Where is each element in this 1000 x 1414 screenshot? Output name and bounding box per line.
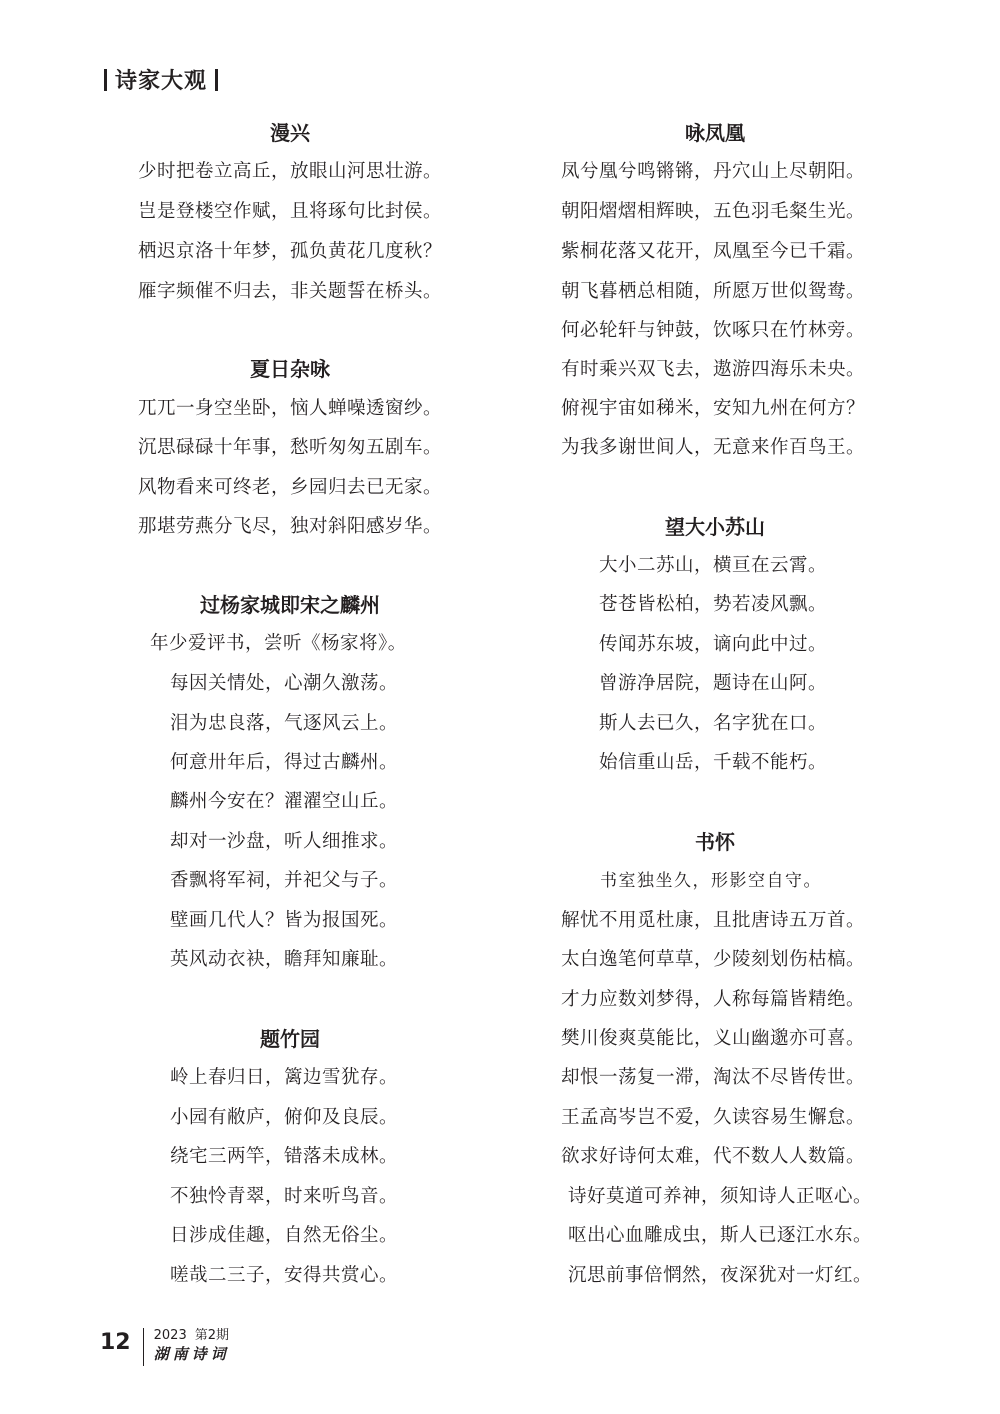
poem-line: 英风动衣袂，瞻拜知廉耻。 [170,949,399,970]
poem-line: 何意卅年后，得过古麟州。 [170,752,399,773]
poem-line: 紫桐花落又花开，凤凰至今已千霜。 [561,241,866,262]
magazine-name: 湖南诗词 [153,1345,230,1363]
poem-line: 苍苍皆松柏，势若凌风飘。 [599,594,828,615]
poem-line: 沉思前事倍惘然，夜深犹对一灯红。 [568,1265,873,1286]
poem-line: 欲求好诗何太难，代不数人人数篇。 [561,1146,866,1167]
poem-line: 大小二苏山，横亘在云霄。 [599,555,828,576]
poem-line: 却对一沙盘，听人细推求。 [170,831,399,852]
poem-line: 凤兮凰兮鸣锵锵，丹穴山上尽朝阳。 [561,161,866,182]
section-title: 诗家大观 [115,69,208,94]
poem-line: 年少爱评书，尝听《杨家将》。 [150,633,407,654]
poem-line: 麟州今安在？濯濯空山丘。 [170,791,399,812]
poem-line: 岂是登楼空作赋，且将琢句比封侯。 [138,201,443,222]
poem-line: 传闻苏东坡，谪向此中过。 [599,634,828,655]
poem-line: 太白逸笔何草草，少陵刻划伤枯槁。 [561,949,866,970]
poem-line: 为我多谢世间人，无意来作百鸟王。 [561,437,866,458]
poem-title: 望大小苏山 [665,515,765,539]
footer-divider [143,1328,144,1366]
poem-line: 才力应数刘梦得，人称每篇皆精绝。 [561,989,866,1010]
poem-line: 香飘将军祠，并祀父与子。 [170,870,399,891]
poem-line: 嗟哉二三子，安得共赏心。 [170,1265,399,1286]
poem-line: 却恨一荡复一滞，淘汰不尽皆传世。 [561,1067,866,1088]
poem-title: 漫兴 [270,121,310,145]
poem-line: 雁字频催不归去，非关题誓在桥头。 [138,281,443,302]
poem-line: 有时乘兴双飞去，遨游四海乐未央。 [561,359,866,380]
poem-title: 过杨家城即宋之麟州 [200,593,380,617]
poem-line: 日涉成佳趣，自然无俗尘。 [170,1225,399,1246]
poem-line: 樊川俊爽莫能比，义山幽邈亦可喜。 [561,1028,866,1049]
poem-line: 岭上春归日，篱边雪犹存。 [170,1067,399,1088]
poem-line: 沉思碌碌十年事，愁听匆匆五剧车。 [138,437,443,458]
poem-line: 曾游净居院，题诗在山阿。 [599,673,828,694]
poem-line: 斯人去已久，名字犹在口。 [599,713,828,734]
poem-title: 咏凤凰 [685,121,745,145]
poem-line: 书室独坐久，形影空自守。 [600,871,822,891]
poem-line: 王孟高岑岂不爱，久读容易生懈怠。 [561,1107,866,1128]
section-header [104,64,226,95]
poem-line: 小园有敝庐，俯仰及良辰。 [170,1107,399,1128]
poem-line: 栖迟京洛十年梦，孤负黄花几度秋？ [138,241,443,262]
issue-year: 2023 [153,1328,187,1343]
poem-title: 夏日杂咏 [250,357,330,381]
poem-line: 朝阳熠熠相辉映，五色羽毛粲生光。 [561,201,866,222]
poem-title: 题竹园 [260,1027,320,1051]
header-bar-left [104,69,107,91]
poem-line: 兀兀一身空坐卧，恼人蝉噪透窗纱。 [138,398,443,419]
poem-line: 朝飞暮栖总相随，所愿万世似鸳鸯。 [561,281,866,302]
poem-line: 泪为忠良落，气逐风云上。 [170,713,399,734]
poem-line: 诗好莫道可养神，须知诗人正呕心。 [568,1186,873,1207]
poem-line: 绕宅三两竿，错落未成林。 [170,1146,399,1167]
page-footer [100,1328,237,1366]
poem-line: 风物看来可终老，乡园归去已无家。 [138,477,443,498]
header-bar-right [215,69,218,91]
poem-line: 解忧不用觅杜康，且批唐诗五万首。 [561,910,866,931]
poem-line: 那堪劳燕分飞尽，独对斜阳感岁华。 [138,516,443,537]
poem-line: 何必轮轩与钟鼓，饮啄只在竹林旁。 [561,320,866,341]
issue-info [154,1328,237,1344]
poem-line: 每因关情处，心潮久激荡。 [170,673,399,694]
poem-line: 呕出心血雕成虫，斯人已逐江水东。 [568,1225,873,1246]
poem-line: 俯视宇宙如稊米，安知九州在何方？ [561,398,866,419]
poem-title: 书怀 [695,830,735,854]
page-number: 12 [100,1330,131,1355]
poem-line: 始信重山岳，千载不能朽。 [599,752,828,773]
issue-number: 第2期 [194,1328,229,1343]
poem-line: 不独怜青翠，时来听鸟音。 [170,1186,399,1207]
poem-line: 壁画几代人？皆为报国死。 [170,910,399,931]
issue-block [154,1328,237,1364]
poem-line: 少时把卷立高丘，放眼山河思壮游。 [138,161,443,182]
